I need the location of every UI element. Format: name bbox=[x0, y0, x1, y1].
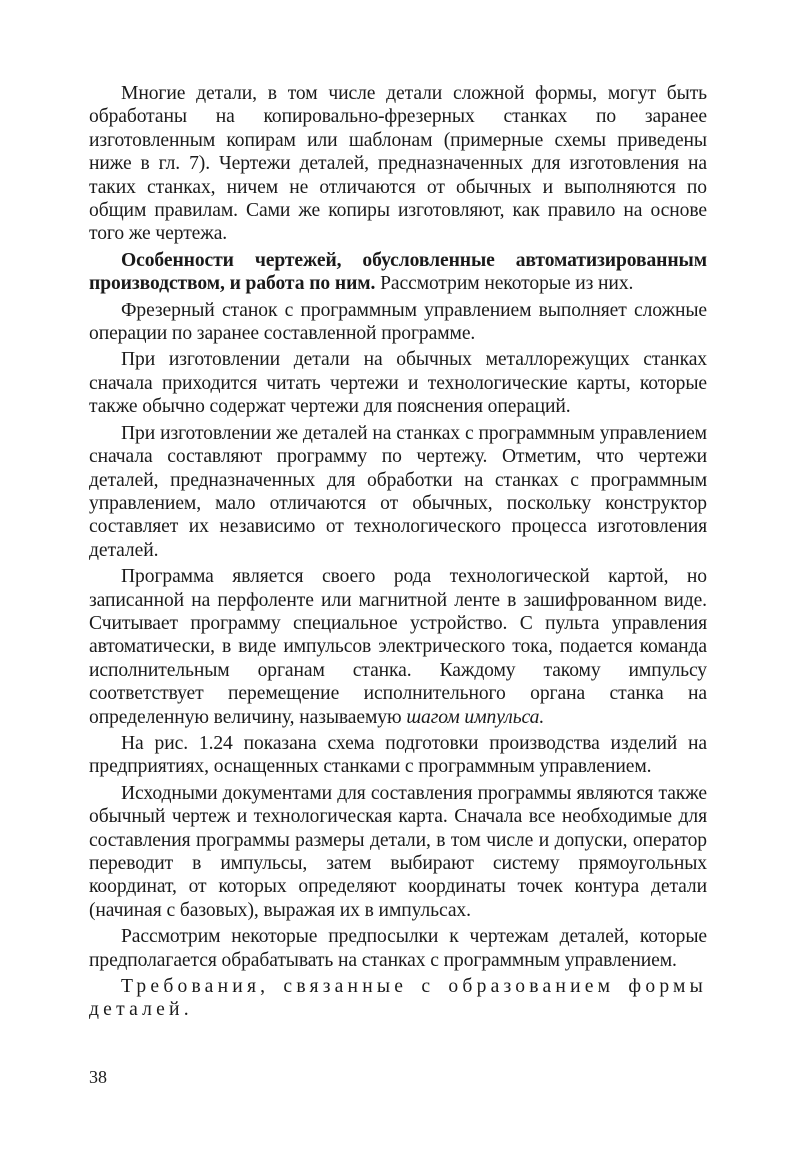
paragraph-cnc-milling: Фрезерный станок с программным управлением выполняет сложные операции по заранее составленной программе. bbox=[89, 299, 707, 345]
paragraph-copy-milling: Многие детали, в том числе детали сложной формы, могут быть обработаны на копировально-фрезерных станках по заранее изготовленным копирам или шаблонам (примерные схемы приведены ниже в гл. 7). Чертежи деталей, предназначенных для изготовления на таких станках, ничем не отличаются от обычных и выполняются по общим правилам. Сами же копиры изготовляют, как правило на основе того же чертежа. bbox=[89, 83, 707, 245]
body-text bbox=[89, 82, 707, 1025]
term-pulse-step: шагом импульса. bbox=[406, 706, 545, 728]
paragraph-cnc-program: При изготовлении же деталей на станках с программным управлением сначала составляют программу по чертежу. Отметим, что чертежи деталей, предназначенных для обработки на станках с программным управлением, мало отличаются от обычных, поскольку конструктор составляет их независимо от технологического процесса изготовления деталей. bbox=[89, 422, 707, 561]
paragraph-shape-requirements: Требования, связанные с образованием формы деталей. bbox=[89, 976, 707, 1021]
section-heading-continuation: Рассмотрим некоторые из них. bbox=[375, 273, 634, 295]
paragraph-conventional-machines: При изготовлении детали на обычных металлорежущих станках сначала приходится читать чертежи и технологические карты, которые также обычно содержат чертежи для пояснения операций. bbox=[89, 349, 707, 418]
paragraph-program-card bbox=[89, 565, 707, 729]
page-number: 38 bbox=[89, 1067, 107, 1087]
paragraph-automation-heading bbox=[89, 249, 707, 296]
program-card-text: Программа является своего рода технологической картой, но записанной на перфоленте или магнитной ленте в зашифрованном виде. Считывает программу специальное устройство. С пульта управления автоматически, в виде импульсов электрического тока, подается команда исполнительным органам станка. Каждому такому импульсу соответствует перемещение исполнительного органа станка на определенную величину, называемую bbox=[89, 566, 707, 728]
paragraph-source-documents: Исходными документами для составления программы являются также обычный чертеж и технологическая карта. Сначала все необходимые для составления программы размеры детали, в том числе и допуски, оператор переводит в импульсы, затем выбирают систему прямоугольных координат, от которых определяют координаты точек контура детали (начиная с базовых), выражая их в импульсах. bbox=[89, 782, 707, 921]
section-heading: Особенности чертежей, обусловленные автоматизированным производством, и работа по ним. bbox=[89, 249, 707, 295]
paragraph-prerequisites: Рассмотрим некоторые предпосылки к чертежам деталей, которые предполагается обрабатывать на станках с программным управлением. bbox=[89, 926, 707, 971]
paragraph-figure-reference: На рис. 1.24 показана схема подготовки производства изделий на предприятиях, оснащенных станками с программным управлением. bbox=[89, 732, 707, 778]
